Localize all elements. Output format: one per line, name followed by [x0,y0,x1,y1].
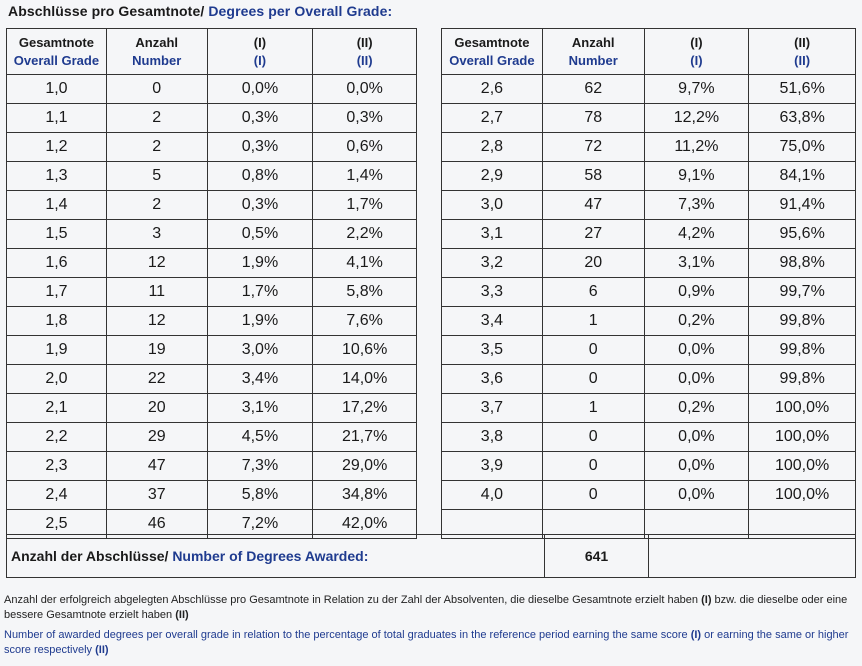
footnote-de: Anzahl der erfolgreich abgelegten Abschlüsse pro Gesamtnote in Relation zu der Zahl der Absolventen, die dieselbe Gesamtnote erzielt haben (I) bzw. die dieselbe oder eine bessere Gesamtnote erzielt haben (II) [4,594,848,621]
count-cell: 0 [542,365,644,394]
table-row [7,249,417,278]
grade-cell: 1,8 [7,307,107,336]
grade-cell: 1,5 [7,220,107,249]
count-cell: 19 [106,336,207,365]
pct-i-cell: 1,9% [207,249,313,278]
pct-i-cell: 12,2% [644,104,749,133]
summary-total: 641 [584,548,609,564]
count-cell: 22 [106,365,207,394]
count-cell: 12 [106,307,207,336]
table-row [7,336,417,365]
count-cell: 1 [542,394,644,423]
grade-cell: 3,7 [442,394,543,423]
summary-label: Anzahl der Abschlüsse/ Number of Degrees Awarded: [11,548,369,564]
table-row [442,423,856,452]
grade-cell: 3,5 [442,336,543,365]
count-cell: 5 [106,162,207,191]
pct-ii-cell: 98,8% [749,249,856,278]
grade-cell: 1,6 [7,249,107,278]
count-cell: 3 [106,220,207,249]
grade-cell: 1,2 [7,133,107,162]
pct-ii-cell: 0,3% [313,104,417,133]
count-cell: 46 [106,510,207,539]
table-row [442,307,856,336]
count-cell: 11 [106,278,207,307]
count-cell: 6 [542,278,644,307]
count-cell: 47 [542,191,644,220]
pct-i-cell: 5,8% [207,481,313,510]
table-header-row [7,29,417,75]
footnote-en: Number of awarded degrees per overall grade in relation to the percentage of total graduates in the reference period earning the same score (I) or earning the same or higher score respectively (II) [4,629,849,656]
grade-cell: 3,8 [442,423,543,452]
table-row [442,162,856,191]
count-cell: 2 [106,133,207,162]
table-row [442,452,856,481]
table-header-row [442,29,856,75]
table-row [7,191,417,220]
pct-ii-cell: 100,0% [749,394,856,423]
count-cell: 12 [106,249,207,278]
pct-ii-cell: 1,7% [313,191,417,220]
count-cell: 0 [542,423,644,452]
count-cell: 1 [542,307,644,336]
pct-i-cell: 0,3% [207,133,313,162]
pct-ii-cell: 99,8% [749,307,856,336]
pct-i-cell: 3,1% [644,249,749,278]
grades-table-right [441,28,856,539]
pct-i-cell: 4,2% [644,220,749,249]
table-row [442,394,856,423]
pct-i-cell: 0,0% [644,481,749,510]
grade-cell: 2,5 [7,510,107,539]
count-cell: 78 [542,104,644,133]
pct-i-cell: 7,3% [207,452,313,481]
pct-i-cell: 9,1% [644,162,749,191]
pct-i-cell: 0,0% [644,336,749,365]
grade-cell: 3,0 [442,191,543,220]
pct-i-cell: 0,0% [644,423,749,452]
grade-cell: 1,7 [7,278,107,307]
table-row [7,162,417,191]
pct-ii-cell: 100,0% [749,452,856,481]
pct-ii-cell: 0,0% [313,75,417,104]
count-cell: 20 [542,249,644,278]
pct-ii-cell: 4,1% [313,249,417,278]
pct-ii-cell: 91,4% [749,191,856,220]
pct-ii-cell: 10,6% [313,336,417,365]
count-cell: 37 [106,481,207,510]
pct-ii-cell: 42,0% [313,510,417,539]
grade-cell: 4,0 [442,481,543,510]
pct-i-cell: 11,2% [644,133,749,162]
summary-divider [648,535,649,577]
pct-i-cell: 0,0% [207,75,313,104]
summary-row [6,534,856,578]
table-row [7,278,417,307]
table-row [7,423,417,452]
grade-cell: 3,1 [442,220,543,249]
count-cell: 47 [106,452,207,481]
header-col2: (II) (II) [313,29,417,75]
table-row [442,336,856,365]
table-row [442,220,856,249]
count-cell: 2 [106,104,207,133]
grade-cell: 3,4 [442,307,543,336]
table-row [7,452,417,481]
pct-ii-cell: 5,8% [313,278,417,307]
table-row [7,365,417,394]
grade-cell: 2,9 [442,162,543,191]
table-row [7,104,417,133]
count-cell: 0 [542,481,644,510]
count-cell: 0 [106,75,207,104]
pct-ii-cell: 75,0% [749,133,856,162]
pct-i-cell: 0,3% [207,191,313,220]
count-cell: 0 [542,336,644,365]
table-row [7,133,417,162]
count-cell: 62 [542,75,644,104]
pct-i-cell: 3,4% [207,365,313,394]
pct-ii-cell: 1,4% [313,162,417,191]
pct-ii-cell: 17,2% [313,394,417,423]
pct-ii-cell: 34,8% [313,481,417,510]
pct-ii-cell: 14,0% [313,365,417,394]
pct-i-cell: 7,3% [644,191,749,220]
pct-ii-cell: 99,7% [749,278,856,307]
grade-cell: 2,2 [7,423,107,452]
pct-i-cell: 3,0% [207,336,313,365]
pct-ii-cell: 29,0% [313,452,417,481]
pct-i-cell: 4,5% [207,423,313,452]
table-row [7,75,417,104]
pct-i-cell: 0,0% [644,452,749,481]
pct-i-cell: 0,2% [644,307,749,336]
table-row [7,394,417,423]
table-row [7,307,417,336]
pct-i-cell: 1,7% [207,278,313,307]
header-count: Anzahl Number [542,29,644,75]
pct-ii-cell: 99,8% [749,365,856,394]
grade-cell: 1,9 [7,336,107,365]
table-row [442,75,856,104]
grade-cell: 2,3 [7,452,107,481]
pct-ii-cell: 100,0% [749,423,856,452]
grade-cell: 1,3 [7,162,107,191]
pct-ii-cell: 0,6% [313,133,417,162]
grade-cell: 1,0 [7,75,107,104]
pct-i-cell: 0,2% [644,394,749,423]
pct-ii-cell: 63,8% [749,104,856,133]
pct-ii-cell: 2,2% [313,220,417,249]
grade-cell: 3,6 [442,365,543,394]
pct-i-cell: 7,2% [207,510,313,539]
header-col1: (I) (I) [644,29,749,75]
pct-ii-cell: 84,1% [749,162,856,191]
header-col2: (II) (II) [749,29,856,75]
pct-ii-cell: 51,6% [749,75,856,104]
header-count: Anzahl Number [106,29,207,75]
page-title [8,3,392,19]
table-row [7,481,417,510]
table-row [442,481,856,510]
grade-cell: 1,4 [7,191,107,220]
count-cell: 72 [542,133,644,162]
table-row [7,220,417,249]
pct-ii-cell: 95,6% [749,220,856,249]
pct-i-cell: 0,3% [207,104,313,133]
count-cell: 20 [106,394,207,423]
pct-i-cell: 0,8% [207,162,313,191]
pct-i-cell: 0,0% [644,365,749,394]
pct-i-cell: 9,7% [644,75,749,104]
pct-i-cell: 0,9% [644,278,749,307]
count-cell: 58 [542,162,644,191]
pct-ii-cell: 7,6% [313,307,417,336]
grade-cell: 2,8 [442,133,543,162]
grade-cell: 2,0 [7,365,107,394]
grade-cell: 2,4 [7,481,107,510]
header-grade: Gesamtnote Overall Grade [7,29,107,75]
grade-cell: 2,6 [442,75,543,104]
pct-i-cell: 0,5% [207,220,313,249]
pct-ii-cell: 99,8% [749,336,856,365]
grade-cell: 3,3 [442,278,543,307]
count-cell: 27 [542,220,644,249]
grades-table-left [6,28,417,539]
title-de: Abschlüsse pro Gesamtnote/ [8,3,205,19]
title-en: Degrees per Overall Grade: [208,3,393,19]
grade-cell: 3,9 [442,452,543,481]
pct-ii-cell: 100,0% [749,481,856,510]
grade-cell: 2,7 [442,104,543,133]
pct-i-cell: 3,1% [207,394,313,423]
pct-i-cell: 1,9% [207,307,313,336]
header-grade: Gesamtnote Overall Grade [442,29,543,75]
pct-ii-cell: 21,7% [313,423,417,452]
table-row [442,191,856,220]
header-col1: (I) (I) [207,29,313,75]
table-row [442,278,856,307]
count-cell: 29 [106,423,207,452]
count-cell: 0 [542,452,644,481]
table-row [442,133,856,162]
count-cell: 2 [106,191,207,220]
grade-cell: 2,1 [7,394,107,423]
table-row [442,249,856,278]
table-row [442,365,856,394]
grade-cell: 1,1 [7,104,107,133]
table-row [442,104,856,133]
grade-cell: 3,2 [442,249,543,278]
